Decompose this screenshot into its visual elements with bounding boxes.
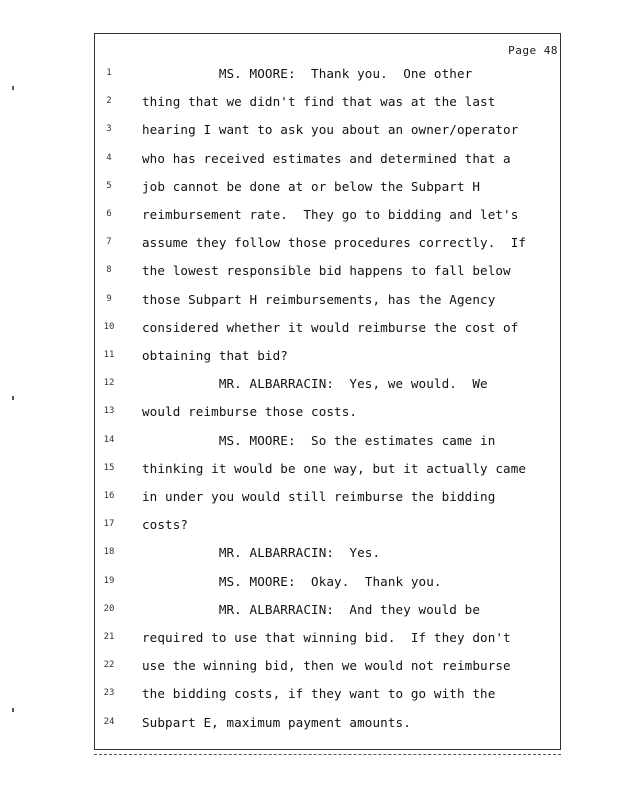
transcript-line: costs? [142, 517, 189, 533]
transcript-line: Subpart E, maximum payment amounts. [142, 714, 411, 730]
transcript-line: MR. ALBARRACIN: Yes, we would. We [142, 376, 488, 392]
transcript-line: MS. MOORE: Thank you. One other [142, 66, 473, 81]
line-number: 13 [103, 406, 115, 417]
line-number: 4 [106, 152, 112, 163]
transcript-line: would reimburse those costs. [142, 404, 358, 420]
line-number: 23 [103, 688, 115, 699]
margin-mark [12, 396, 14, 400]
page-bottom-rule [94, 754, 561, 755]
transcript-line: job cannot be done at or below the Subpart H [142, 178, 481, 194]
line-number: 15 [103, 462, 115, 473]
transcript-line: obtaining that bid? [142, 348, 288, 363]
line-number: 5 [106, 180, 112, 191]
line-number: 7 [106, 237, 112, 248]
transcript-line: required to use that winning bid. If they don't [142, 630, 511, 645]
line-number: 19 [103, 575, 115, 586]
transcript-line: MR. ALBARRACIN: Yes. [142, 545, 381, 561]
transcript-line: considered whether it would reimburse the cost of [142, 319, 519, 335]
line-number: 14 [103, 434, 115, 445]
transcript-line: those Subpart H reimbursements, has the Agency [142, 291, 496, 307]
transcript-line: thinking it would be one way, but it actually came [142, 460, 527, 476]
line-number: 6 [106, 209, 112, 219]
line-number: 9 [106, 293, 112, 304]
transcript-line: in under you would still reimburse the bidding [142, 489, 496, 504]
margin-mark [12, 708, 14, 712]
line-number: 22 [103, 660, 115, 671]
line-number: 24 [103, 716, 115, 727]
transcript-line: MS. MOORE: Okay. Thank you. [142, 573, 442, 589]
line-number: 2 [106, 96, 112, 107]
transcript-line: MS. MOORE: So the estimates came in [142, 432, 496, 448]
line-number: 12 [103, 378, 115, 389]
line-number: 1 [106, 68, 112, 78]
line-number: 17 [103, 519, 115, 530]
line-number: 21 [103, 632, 115, 642]
transcript-line: the bidding costs, if they want to go with the [142, 686, 496, 702]
line-number: 18 [103, 547, 115, 558]
line-number: 8 [106, 265, 112, 276]
transcript-line: thing that we didn't find that was at the last [142, 94, 496, 110]
transcript-line: the lowest responsible bid happens to fall below [142, 263, 511, 279]
transcript-line: use the winning bid, then we would not reimburse [142, 658, 511, 674]
transcript-line: reimbursement rate. They go to bidding and let's [142, 207, 519, 222]
page-number: Page 48 [508, 44, 558, 57]
line-number: 11 [103, 350, 115, 360]
line-number: 16 [103, 491, 115, 501]
line-number: 20 [103, 603, 115, 614]
line-number: 3 [106, 124, 112, 135]
margin-mark [12, 86, 14, 90]
transcript-line: assume they follow those procedures correctly. If [142, 235, 527, 251]
line-number: 10 [103, 321, 115, 332]
transcript-line: hearing I want to ask you about an owner/operator [142, 122, 519, 138]
transcript-line: MR. ALBARRACIN: And they would be [142, 601, 481, 617]
transcript-line: who has received estimates and determined that a [142, 150, 511, 166]
